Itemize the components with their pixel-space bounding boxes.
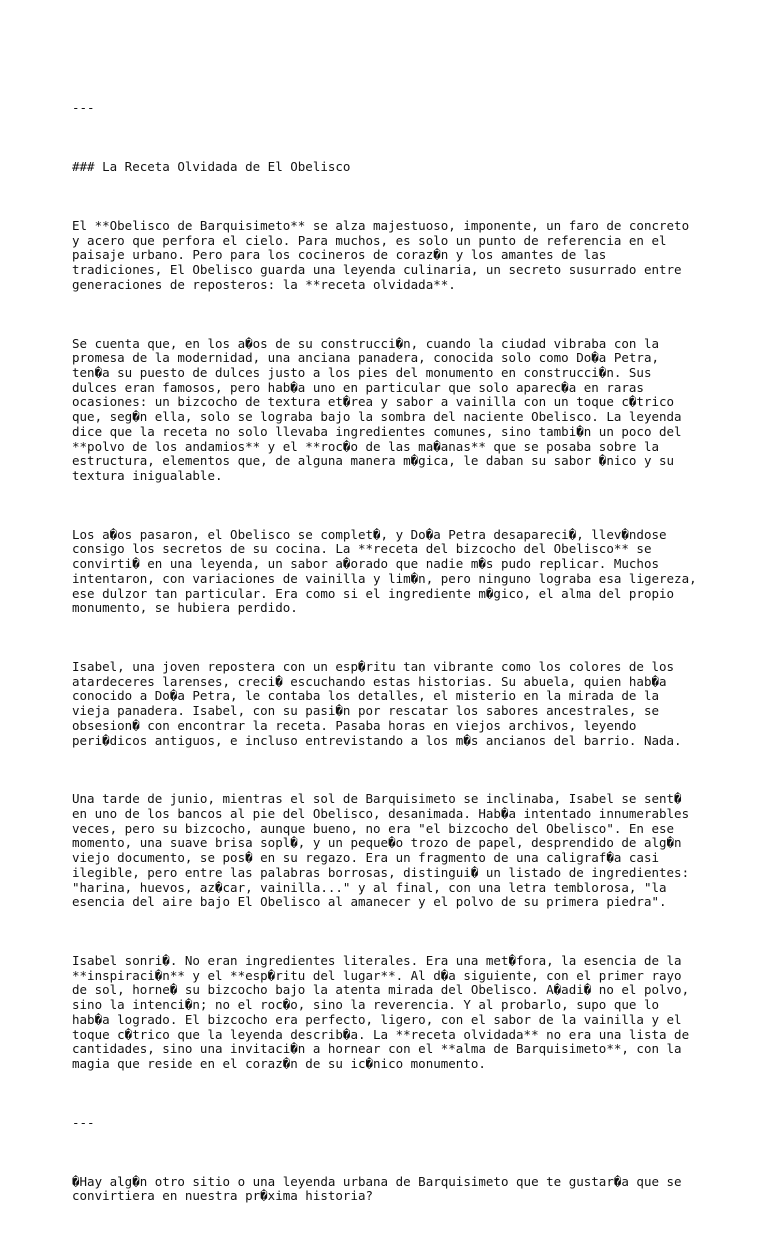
paragraph-3: Los a�os pasaron, el Obelisco se complet�, y Do�a Petra desapareci�, llev�ndose consigo los secretos de su cocina. La **receta del bizcocho del Obelisco** se convirti� en una leyenda, un sabor a�orado que nadie m�s pudo replicar. Muchos intentaron, con variaciones de vainilla y lim�n, pero ninguno lograba esa ligereza, ese dulzor tan particular. Era como si el ingrediente m�gico, el alma del propio monumento, se hubiera perdido. [72,526,697,616]
paragraph-4: Isabel, una joven repostera con un esp�ritu tan vibrante como los colores de los atardeceres larenses, creci� escuchando estas historias. Su abuela, quien hab�a conocido a Do�a Petra, le contaba los detalles, el misterio en la mirada de la vieja panadera. Isabel, con su pasi�n por rescatar los sabores ancestrales, se obsesion� con encontrar la receta. Pasaba horas en viejos archivos, leyendo peri�dicos antiguos, e incluso entrevistando a los m�s ancianos del barrio. Nada. [72,659,682,748]
document-body [72,72,712,1233]
paragraph-1: El **Obelisco de Barquisimeto** se alza majestuoso, imponente, un faro de concreto y acero que perfora el cielo. Para muchos, es solo un punto de referencia en el paisaje urbano. Pero para los cocineros de coraz�n y los amantes de las tradiciones, El Obelisco guarda una leyenda culinaria, un secreto susurrado entre generaciones de reposteros: la **receta olvidada**. [72,218,690,292]
paragraph-2: Se cuenta que, en los a�os de su construcci�n, cuando la ciudad vibraba con la promesa de la modernidad, una anciana panadera, conocida solo como Do�a Petra, ten�a su puesto de dulces justo a los pies del monumento en construcci�n. Sus dulces eran famosos, pero hab�a uno en particular que solo aparec�a en raras ocasiones: un bizcocho de textura et�rea y sabor a vainilla con un toque c�trico que, seg�n ella, solo se lograba bajo la sombra del naciente Obelisco. La leyenda dice que la receta no solo llevaba ingredientes comunes, sino tambi�n un poco del **polvo de los andamios** y el **roc�o de las ma�anas** que se posaba sobre la estructura, elementos que, de alguna manera m�gica, le daban su sabor �nico y su textura inigualable. [72,335,682,483]
paragraph-6: Isabel sonri�. No eran ingredientes literales. Era una met�fora, la esencia de la **inspiraci�n** y el **esp�ritu del lugar**. Al d�a siguiente, con el primer rayo de sol, horne� su bizcocho bajo la atenta mirada del Obelisco. A�adi� no el polvo, sino la intenci�n; no el roc�o, sino la reverencia. Y al probarlo, supo que lo hab�a logrado. El bizcocho era perfecto, ligero, con el sabor de la vainilla y el toque c�trico que la leyenda describ�a. La **receta olvidada** no era una lista de cantidades, sino una invitaci�n a hornear con el **alma de Barquisimeto**, con la magia que reside en el coraz�n de su ic�nico monumento. [72,953,690,1071]
document-heading: ### La Receta Olvidada de El Obelisco [72,159,351,175]
closing-question: �Hay alg�n otro sitio o una leyenda urbana de Barquisimeto que te gustar�a que se convirtiera en nuestra pr�xima historia? [72,1173,682,1204]
horizontal-rule-bottom: --- [72,1114,95,1130]
horizontal-rule-top: --- [72,100,95,116]
paragraph-5: Una tarde de junio, mientras el sol de Barquisimeto se inclinaba, Isabel se sent� en uno de los bancos al pie del Obelisco, desanimada. Hab�a intentado innumerables veces, pero su bizcocho, aunque bueno, no era "el bizcocho del Obelisco". En ese momento, una suave brisa sopl�, y un peque�o trozo de papel, desprendido de alg�n viejo documento, se pos� en su regazo. Era un fragmento de una caligraf�a casi ilegible, pero entre las palabras borrosas, distingui� un listado de ingredientes: "harina, huevos, az�car, vainilla..." y al final, con una letra temblorosa, "la esencia del aire bajo El Obelisco al amanecer y el polvo de su primera piedra". [72,791,690,910]
